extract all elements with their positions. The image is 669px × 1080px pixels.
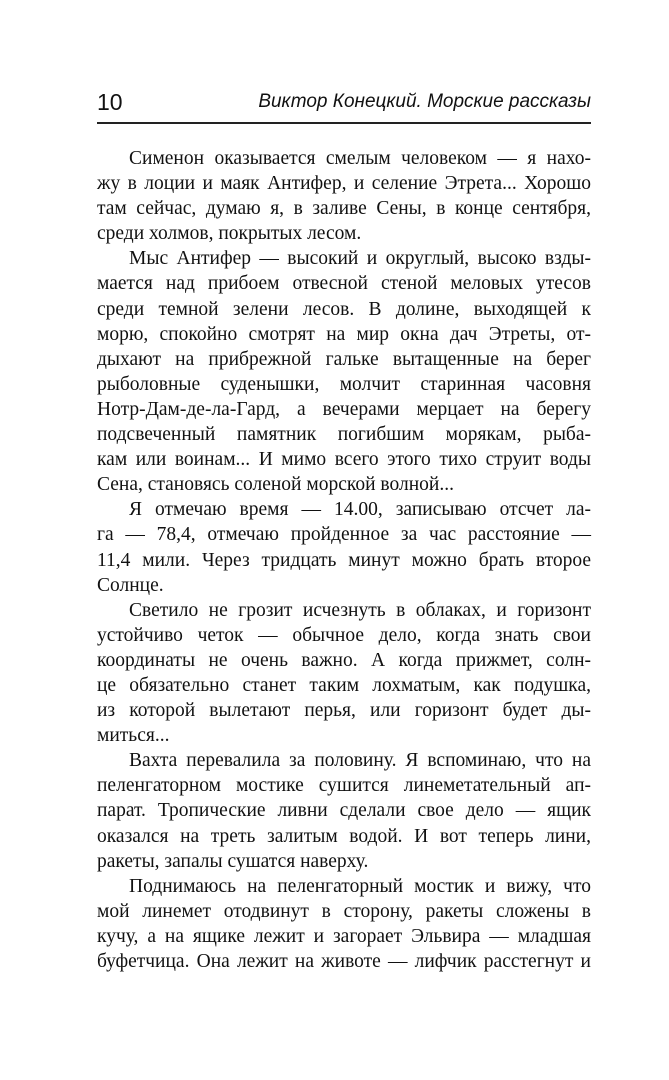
body-text — [97, 146, 591, 974]
header-divider — [97, 122, 591, 124]
text-line: миться... — [97, 725, 170, 747]
paragraph — [97, 874, 591, 974]
text-line: Нотр-Дам-де-ла-Гард, а вечерами мерцает на берегу — [97, 398, 591, 420]
text-line: координаты не очень важно. А когда прижмет, солн- — [97, 649, 591, 671]
paragraph — [97, 748, 591, 873]
page-number: 10 — [97, 89, 123, 115]
text-line: Я отмечаю время — 14.00, записываю отсчет ла- — [129, 499, 591, 521]
text-line: кучу, а на ящике лежит и загорает Эльвира — младшая — [97, 925, 591, 947]
text-line: там сейчас, думаю я, в заливе Сены, в конце сентября, — [97, 198, 591, 220]
text-line: Мыс Антифер — высокий и округлый, высоко взды- — [129, 248, 591, 270]
text-line: оказался на треть залитым водой. И вот теперь лини, — [97, 825, 591, 847]
text-line: Сименон оказывается смелым человеком — я нахо- — [129, 148, 591, 169]
text-line: дыхают на прибрежной гальке вытащенные на берег — [97, 348, 591, 370]
paragraph — [97, 146, 591, 246]
text-line: кам или воинам... И мимо всего этого тихо струит воды — [97, 449, 591, 471]
running-title: Виктор Конецкий. Морские рассказы — [258, 91, 591, 112]
text-line: 11,4 мили. Через тридцать минут можно брать второе — [97, 549, 591, 571]
paragraph — [97, 598, 591, 749]
page-header — [97, 88, 591, 120]
text-line: Светило не грозит исчезнуть в облаках, и горизонт — [129, 599, 591, 621]
text-line: мается над прибоем отвесной стеной меловых утесов — [97, 273, 591, 295]
text-line: буфетчица. Она лежит на животе — лифчик расстегнут и — [97, 951, 591, 972]
text-line: рыболовные суденышки, молчит старинная часовня — [97, 373, 591, 395]
paragraph — [97, 246, 591, 497]
text-line: среди темной зелени лесов. В долине, выходящей к — [97, 298, 591, 320]
text-line: ракеты, запалы сушатся наверху. — [97, 850, 369, 872]
text-line: парат. Тропические ливни сделали свое дело — ящик — [97, 800, 591, 822]
text-line: подсвеченный памятник погибшим морякам, рыба- — [97, 424, 591, 446]
text-line: пеленгаторном мостике сушится линеметательный ап- — [97, 775, 591, 797]
text-line: Поднимаюсь на пеленгаторный мостик и вижу, что — [129, 875, 591, 897]
text-line: Сена, становясь соленой морской волной... — [97, 474, 454, 496]
text-line: мой линемет отодвинут в сторону, ракеты сложены в — [97, 900, 591, 922]
text-line: жу в лоции и маяк Антифер, и селение Этрета... Хорошо — [97, 173, 591, 195]
text-line: Солнце. — [97, 574, 164, 596]
paragraph — [97, 497, 591, 597]
text-line: устойчиво четок — обычное дело, когда знать свои — [97, 624, 591, 646]
text-line: морю, спокойно смотрят на мир окна дач Этреты, от- — [97, 323, 591, 345]
text-line: из которой вылетают перья, или горизонт будет ды- — [97, 700, 591, 722]
text-line: среди холмов, покрытых лесом. — [97, 223, 362, 245]
text-line: це обязательно станет таким лохматым, как подушка, — [97, 674, 591, 696]
text-line: га — 78,4, отмечаю пройденное за час расстояние — — [97, 524, 591, 546]
text-line: Вахта перевалила за половину. Я вспоминаю, что на — [129, 750, 591, 772]
